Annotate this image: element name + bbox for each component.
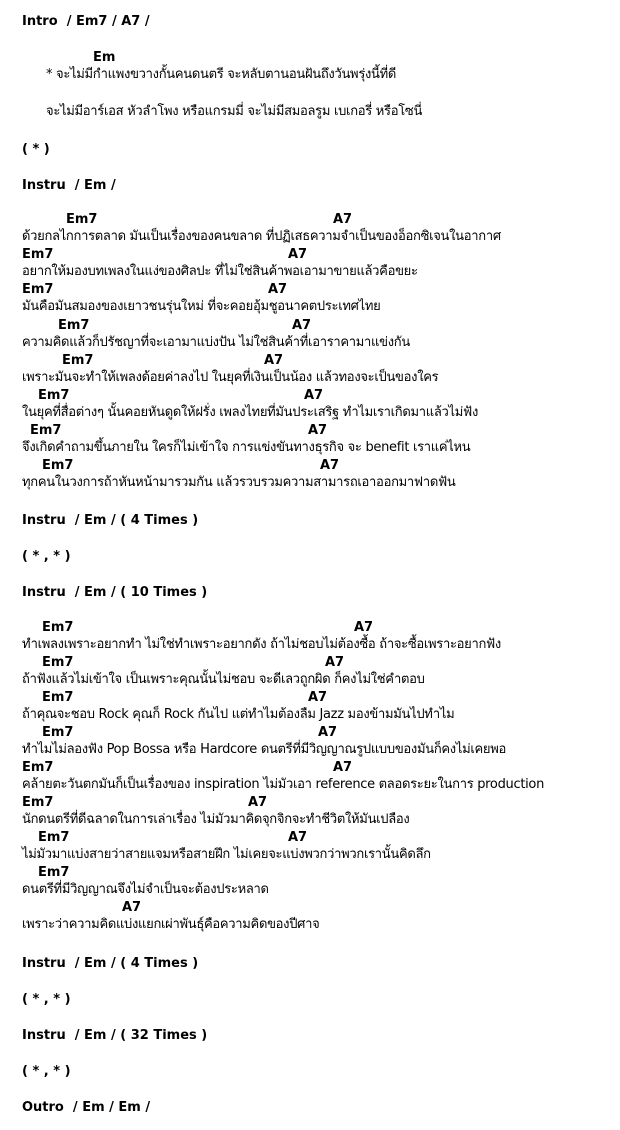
chord: Em7 [38, 388, 70, 403]
chord: Em7 [38, 830, 70, 845]
verse1-chords-5 [0, 352, 620, 370]
verse2-chords-1 [0, 619, 620, 637]
verse2-chords-3 [0, 689, 620, 707]
repeat-marker-2: ( * , * ) [22, 549, 71, 564]
chord: Em7 [38, 865, 70, 880]
chord: Em7 [42, 690, 74, 705]
chord: A7 [288, 247, 308, 262]
verse2-lyric-9: เพราะว่าความคิดแบ่งแยกเผ่าพันธุ์คือความคิดของปีศาจ [22, 917, 320, 932]
verse2-chords-9 [0, 899, 620, 917]
intro-line: Intro / Em7 / A7 / [22, 14, 150, 29]
verse1-lyric-7: จึงเกิดคำถามขึ้นภายใน ใครก็ไม่เข้าใจ การแข่งขันทางธุรกิจ จะ benefit เราแค่ไหน [22, 440, 471, 455]
chorus-lyric-1: * จะไม่มีกำแพงขวางกั้นคนดนตรี จะหลับตานอนฝันถึงวันพรุ่งนี้ที่ดี [46, 67, 397, 82]
verse1-lyric-4: ความคิดแล้วก็ปรัชญาที่จะเอามาแบ่งปัน ไม่ใช่สินค้าที่เอาราคามาแข่งกัน [22, 335, 410, 350]
repeat-marker-1: ( * ) [22, 142, 50, 157]
chord: Em7 [62, 353, 94, 368]
chord: A7 [122, 900, 142, 915]
instru-line-2: Instru / Em / ( 4 Times ) [22, 513, 199, 528]
repeat-marker-4: ( * , * ) [22, 1064, 71, 1079]
chord: A7 [354, 620, 374, 635]
verse1-chords-3 [0, 281, 620, 299]
chord: Em7 [22, 795, 54, 810]
chord: A7 [268, 282, 288, 297]
verse1-lyric-5: เพราะมันจะทำให้เพลงด้อยค่าลงไป ในยุคที่เงินเป็นน้อง แล้วทองจะเป็นของใคร [22, 370, 439, 385]
chord: A7 [325, 655, 345, 670]
verse2-lyric-1: ทำเพลงเพราะอยากทำ ไม่ใช่ทำเพราะอยากดัง ถ้าไม่ชอบไม่ต้องซื้อ ถ้าจะซื้อเพราะอยากฟัง [22, 637, 501, 652]
verse2-lyric-8: ดนตรีที่มีวิญญาณจึงไม่จำเป็นจะต้องประหลาด [22, 882, 269, 897]
verse1-chords-2 [0, 246, 620, 264]
chord: A7 [292, 318, 312, 333]
verse2-lyric-7: ไม่มัวมาแบ่งสายว่าสายแจมหรือสายฝึก ไม่เคยจะแบ่งพวกว่าพวกเรานั้นคิดลึก [22, 847, 431, 862]
verse2-chords-8 [0, 864, 620, 882]
verse1-chords-8 [0, 457, 620, 475]
chord: A7 [320, 458, 340, 473]
chord: Em7 [42, 458, 74, 473]
chord: Em7 [66, 212, 98, 227]
verse2-lyric-3: ถ้าคุณจะชอบ Rock คุณก็ Rock กันไป แต่ทำไมต้องลืม Jazz มองข้ามมันไปทำไม [22, 707, 455, 722]
chord: Em7 [42, 655, 74, 670]
chorus-chord: Em [93, 50, 116, 65]
chord: A7 [333, 212, 353, 227]
verse1-chords-4 [0, 317, 620, 335]
repeat-marker-3: ( * , * ) [22, 992, 71, 1007]
instru-line-1: Instru / Em / [22, 178, 116, 193]
chord: A7 [333, 760, 353, 775]
verse2-chords-6 [0, 794, 620, 812]
outro-line: Outro / Em / Em / [22, 1100, 151, 1115]
verse2-lyric-6: นักดนตรีที่ดีฉลาดในการเล่าเรื่อง ไม่มัวมาคิดจุกจิกจะทำชีวิตให้มันเปลือง [22, 812, 410, 827]
verse1-lyric-8: ทุกคนในวงการถ้าหันหน้ามารวมกัน แล้วรวบรวมความสามารถเอาออกมาฟาดฟัน [22, 475, 456, 490]
verse2-chords-5 [0, 759, 620, 777]
verse1-chords-7 [0, 422, 620, 440]
instru-line-5: Instru / Em / ( 32 Times ) [22, 1028, 208, 1043]
verse1-lyric-3: มันคือมันสมองของเยาวชนรุ่นใหม่ ที่จะคอยอุ้มชูอนาคตประเทศไทย [22, 299, 381, 314]
chord: Em7 [42, 620, 74, 635]
chord: Em7 [42, 725, 74, 740]
chord: A7 [248, 795, 268, 810]
chord: Em7 [58, 318, 90, 333]
chord: Em7 [30, 423, 62, 438]
verse1-chords-6 [0, 387, 620, 405]
verse2-lyric-2: ถ้าฟังแล้วไม่เข้าใจ เป็นเพราะคุณนั้นไม่ชอบ จะดีเลวถูกผิด ก็คงไม่ใช่คำตอบ [22, 672, 425, 687]
chord: Em7 [22, 282, 54, 297]
chorus-lyric-2: จะไม่มีอาร์เอส หัวลำโพง หรือแกรมมี่ จะไม่มีสมอลรูม เบเกอรี่ หรือโซนี่ [46, 104, 423, 119]
verse2-chords-7 [0, 829, 620, 847]
instru-line-3: Instru / Em / ( 10 Times ) [22, 585, 208, 600]
chord: A7 [318, 725, 338, 740]
chord: A7 [308, 690, 328, 705]
chord: A7 [304, 388, 324, 403]
chord: Em7 [22, 247, 54, 262]
verse1-lyric-2: อยากให้มองบทเพลงในแง่ของศิลปะ ที่ไม่ใช่สินค้าพอเอามาขายแล้วคือขยะ [22, 264, 418, 279]
verse2-chords-2 [0, 654, 620, 672]
instru-line-4: Instru / Em / ( 4 Times ) [22, 956, 199, 971]
verse1-lyric-1: ด้วยกลไกการตลาด มันเป็นเรื่องของคนขลาด ที่ปฏิเสธความจำเป็นของอ็อกซิเจนในอากาศ [22, 229, 501, 244]
verse2-chords-4 [0, 724, 620, 742]
chord: A7 [308, 423, 328, 438]
verse1-chords-1 [0, 211, 620, 229]
verse2-lyric-4: ทำไมไม่ลองฟัง Pop Bossa หรือ Hardcore ดนตรีที่มีวิญญาณรูปแบบของมันก็คงไม่เคยพอ [22, 742, 506, 757]
chord: A7 [264, 353, 284, 368]
chord: Em7 [22, 760, 54, 775]
verse1-lyric-6: ในยุคที่สื่อต่างๆ นั้นคอยหันดูดให้ฝรั่ง เพลงไทยที่มันประเสริฐ ทำไมเราเกิดมาแล้วไม่ฟัง [22, 405, 478, 420]
chord: A7 [288, 830, 308, 845]
verse2-lyric-5: คล้ายตะวันตกมันก็เป็นเรื่องของ inspiration ไม่มัวเอา reference ตลอดระยะในการ production [22, 777, 545, 792]
